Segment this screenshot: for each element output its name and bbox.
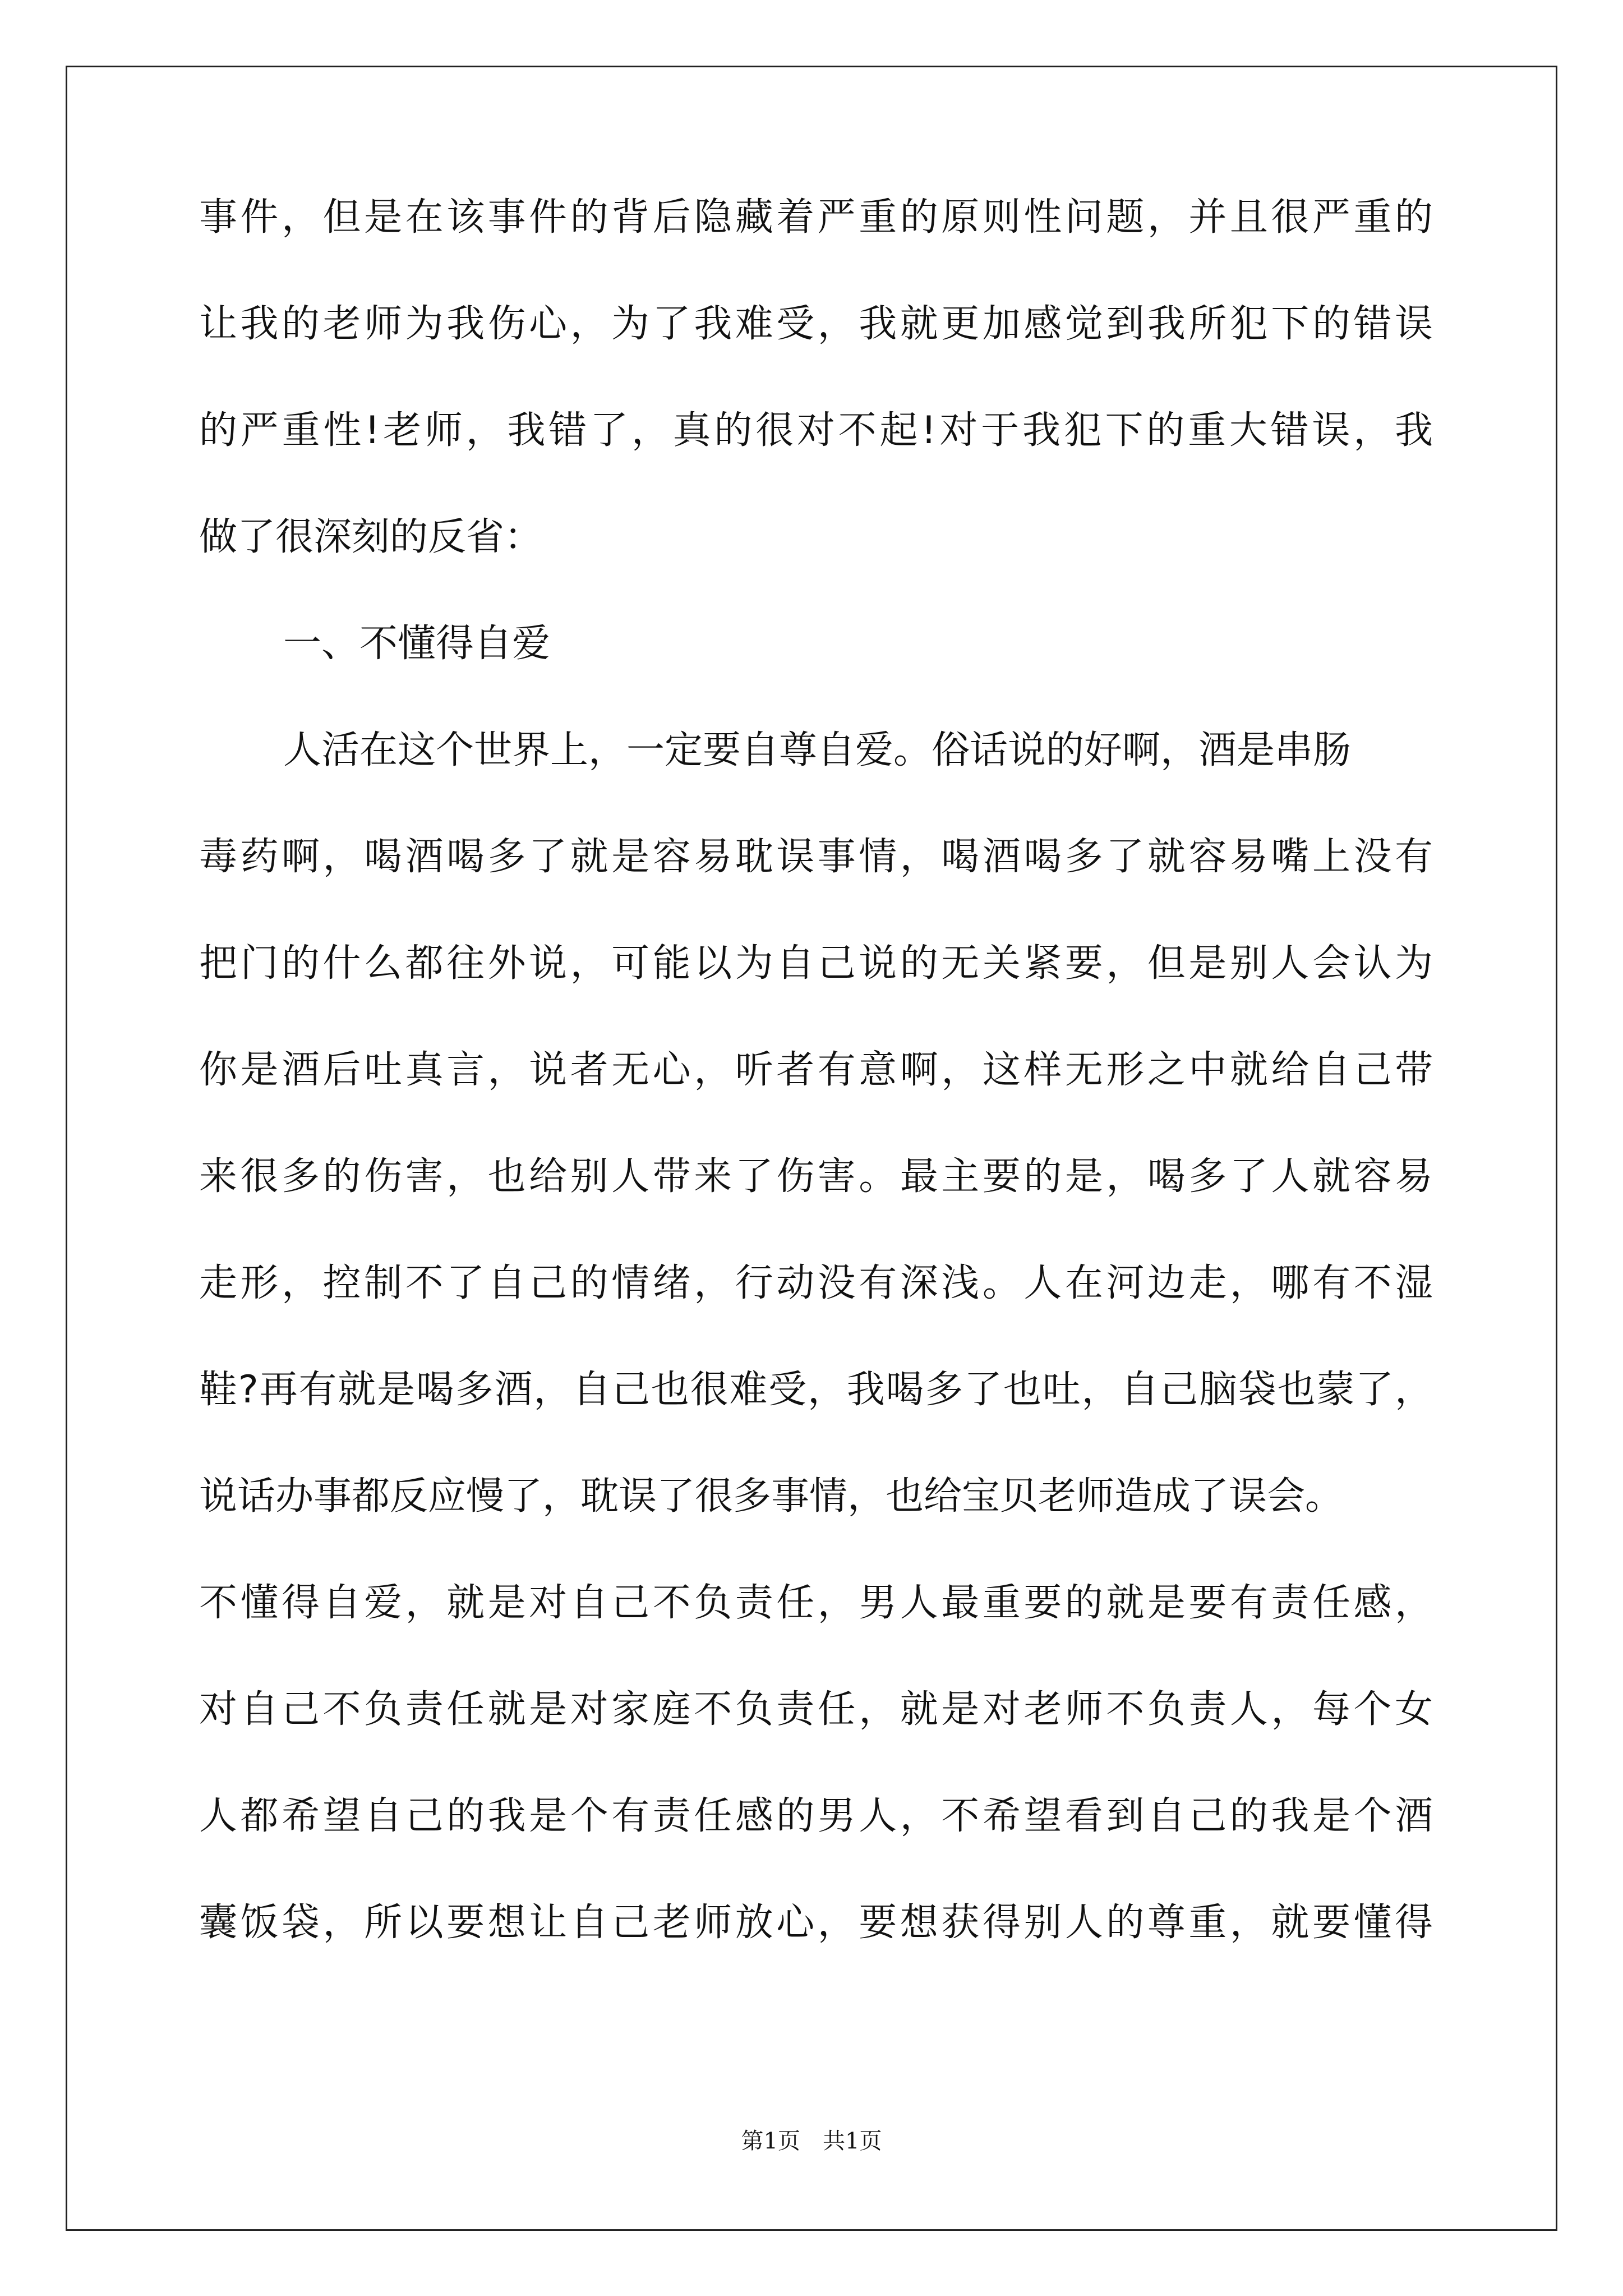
page-footer bbox=[0, 2127, 1623, 2155]
text-line: 的严重性!老师，我错了，真的很对不起!对于我犯下的重大错误，我 bbox=[199, 408, 1433, 453]
text-line: 事件，但是在该事件的背后隐藏着严重的原则性问题，并且很严重的 bbox=[199, 195, 1433, 240]
text-line: 不懂得自爱，就是对自己不负责任，男人最重要的就是要有责任感， bbox=[199, 1581, 1433, 1625]
text-line: 你是酒后吐真言，说者无心，听者有意啊，这样无形之中就给自己带 bbox=[199, 1048, 1433, 1092]
text-line: 对自己不负责任就是对家庭不负责任，就是对老师不负责人，每个女 bbox=[199, 1687, 1433, 1732]
page-total: 共1页 bbox=[823, 2128, 882, 2154]
text-line: 鞋?再有就是喝多酒，自己也很难受，我喝多了也吐，自己脑袋也蒙了， bbox=[199, 1368, 1433, 1412]
document-body bbox=[199, 191, 1433, 2003]
text-line: 走形，控制不了自己的情绪，行动没有深浅。人在河边走，哪有不湿 bbox=[199, 1261, 1433, 1305]
text-line: 让我的老师为我伤心，为了我难受，我就更加感觉到我所犯下的错误 bbox=[199, 302, 1433, 346]
text-line: 来很多的伤害，也给别人带来了伤害。最主要的是，喝多了人就容易 bbox=[199, 1154, 1433, 1199]
page-number: 第1页 bbox=[741, 2128, 800, 2154]
text-line: 人活在这个世界上，一定要自尊自爱。俗话说的好啊，酒是串肠 bbox=[283, 728, 1352, 772]
text-line: 囊饭袋，所以要想让自己老师放心，要想获得别人的尊重，就要懂得 bbox=[199, 1901, 1433, 1945]
text-line: 做了很深刻的反省： bbox=[199, 515, 543, 559]
text-line: 人都希望自己的我是个有责任感的男人，不希望看到自己的我是个酒 bbox=[199, 1794, 1433, 1838]
text-line: 说话办事都反应慢了，耽误了很多事情，也给宝贝老师造成了误会。 bbox=[199, 1474, 1344, 1519]
section-heading: 一、不懂得自爱 bbox=[283, 622, 551, 666]
text-line: 把门的什么都往外说，可能以为自己说的无关紧要，但是别人会认为 bbox=[199, 941, 1433, 986]
text-line: 毒药啊，喝酒喝多了就是容易耽误事情，喝酒喝多了就容易嘴上没有 bbox=[199, 835, 1433, 879]
